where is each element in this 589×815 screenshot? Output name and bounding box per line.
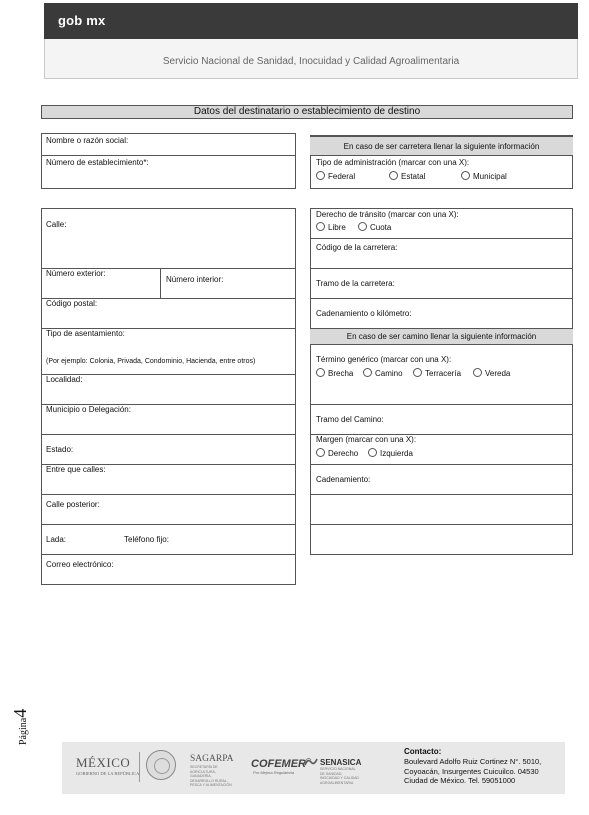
option-brecha[interactable]: Brecha	[316, 368, 363, 378]
camino-header: En caso de ser camino llenar la siguiente información	[310, 328, 573, 345]
sagarpa-logo-sub: SECRETARÍA DE AGRICULTURA, GANADERÍA, DESARROLLO RURAL, PESCA Y ALIMENTACIÓN	[190, 765, 232, 787]
contact-title: Contacto:	[404, 747, 442, 756]
calle-field[interactable]: Calle:	[46, 220, 67, 229]
option-izquierda[interactable]: Izquierda	[368, 448, 413, 458]
cadenamiento-km-field[interactable]: Cadenamiento o kilómetro:	[316, 309, 412, 318]
page-word: Página	[18, 717, 29, 745]
radio-icon[interactable]	[316, 222, 325, 231]
estado-field[interactable]: Estado:	[46, 445, 74, 454]
lada-field[interactable]: Lada:	[46, 535, 67, 544]
option-libre[interactable]: Libre	[316, 222, 358, 232]
gobmx-logo[interactable]: gob mx	[58, 13, 106, 28]
mexico-logo-sub: GOBIERNO DE LA REPÚBLICA	[76, 771, 140, 776]
correo-field[interactable]: Correo electrónico:	[46, 560, 114, 569]
radio-icon[interactable]	[316, 368, 325, 377]
right-main-box	[310, 208, 573, 555]
tipo-administracion-label: Tipo de administración (marcar con una X):	[316, 158, 470, 167]
radio-icon[interactable]	[358, 222, 367, 231]
divider	[160, 268, 161, 298]
tipo-administracion-options	[316, 171, 507, 181]
divider	[310, 404, 573, 405]
entre-calles-field[interactable]: Entre que calles:	[46, 465, 106, 474]
contact-line: Coyoacán, Insurgentes Cuicuilco. 04530	[404, 766, 539, 776]
numero-establecimiento-field[interactable]: Número de establecimiento*:	[46, 158, 149, 167]
option-terraceria[interactable]: Terracería	[413, 368, 473, 378]
radio-icon[interactable]	[389, 171, 398, 180]
divider	[41, 494, 296, 495]
codigo-carretera-field[interactable]: Código de la carretera:	[316, 243, 398, 252]
tipo-asentamiento-ejemplo: (Por ejemplo: Colonia, Privada, Condominio, Hacienda, entre otros)	[46, 358, 256, 365]
divider	[310, 268, 573, 269]
tipo-asentamiento-field[interactable]: Tipo de asentamiento:	[46, 329, 125, 338]
page-num: 4	[10, 708, 30, 718]
margen-label: Margen (marcar con una X):	[316, 435, 417, 444]
nombre-field[interactable]: Nombre o razón social:	[46, 136, 129, 145]
divider	[41, 434, 296, 435]
sagarpa-logo: SAGARPA	[190, 754, 234, 764]
telefono-fijo-field[interactable]: Teléfono fijo:	[124, 535, 169, 544]
senasica-logo: SENASICA	[320, 758, 362, 767]
divider	[41, 554, 296, 555]
radio-icon[interactable]	[363, 368, 372, 377]
option-federal[interactable]: Federal	[316, 171, 389, 181]
option-vereda[interactable]: Vereda	[473, 368, 510, 378]
margen-options	[316, 448, 413, 458]
section-title: Datos del destinatario o establecimiento de destino	[41, 105, 573, 119]
divider	[310, 524, 573, 525]
numero-interior-field[interactable]: Número interior:	[166, 275, 224, 284]
municipio-field[interactable]: Municipio o Delegación:	[46, 405, 131, 414]
cadenamiento-field[interactable]: Cadenamiento:	[316, 475, 371, 484]
radio-icon[interactable]	[473, 368, 482, 377]
codigo-postal-field[interactable]: Código postal:	[46, 299, 98, 308]
divider	[310, 464, 573, 465]
derecho-transito-label: Derecho de tránsito (marcar con una X):	[316, 210, 459, 219]
option-municipal[interactable]: Municipal	[461, 171, 507, 181]
contact-line: Ciudad de México. Tel. 59051000	[404, 776, 516, 785]
coat-of-arms-icon	[146, 750, 176, 780]
divider	[310, 298, 573, 299]
divider	[310, 494, 573, 495]
carretera-header: En caso de ser carretera llenar la siguiente información	[310, 136, 573, 156]
option-estatal[interactable]: Estatal	[389, 171, 461, 181]
divider	[41, 155, 296, 156]
termino-generico-options	[316, 368, 510, 378]
radio-icon[interactable]	[413, 368, 422, 377]
contact-info	[404, 757, 541, 786]
localidad-field[interactable]: Localidad:	[46, 375, 83, 384]
radio-icon[interactable]	[316, 448, 325, 457]
termino-generico-label: Término genérico (marcar con una X):	[316, 355, 452, 364]
senasica-logo-sub: SERVICIO NACIONAL DE SANIDAD, INOCUIDAD Y CALIDAD AGROALIMENTARIA	[320, 767, 359, 785]
footer-separator	[139, 752, 140, 782]
option-cuota[interactable]: Cuota	[358, 222, 391, 232]
header-subtitle: Servicio Nacional de Sanidad, Inocuidad y Calidad Agroalimentaria	[162, 56, 460, 67]
cofemer-logo: COFEMER	[251, 758, 306, 770]
divider	[310, 238, 573, 239]
radio-icon[interactable]	[461, 171, 470, 180]
numero-exterior-field[interactable]: Número exterior:	[46, 269, 106, 278]
page-number	[6, 690, 34, 750]
option-camino[interactable]: Camino	[363, 368, 413, 378]
cofemer-logo-sub: Por Mejora Regulatoria	[253, 770, 295, 775]
option-derecho[interactable]: Derecho	[316, 448, 368, 458]
contact-line: Boulevard Adolfo Ruiz Cortinez N°. 5010,	[404, 757, 542, 766]
radio-icon[interactable]	[368, 448, 377, 457]
radio-icon[interactable]	[316, 171, 325, 180]
tramo-carretera-field[interactable]: Tramo de la carretera:	[316, 279, 395, 288]
senasica-icon	[304, 757, 318, 767]
divider	[41, 524, 296, 525]
calle-posterior-field[interactable]: Calle posterior:	[46, 500, 100, 509]
header-bar	[44, 3, 578, 39]
left-main-box	[41, 208, 296, 585]
derecho-transito-options	[316, 222, 391, 232]
tramo-camino-field[interactable]: Tramo del Camino:	[316, 415, 384, 424]
mexico-logo: MÉXICO	[76, 755, 131, 770]
